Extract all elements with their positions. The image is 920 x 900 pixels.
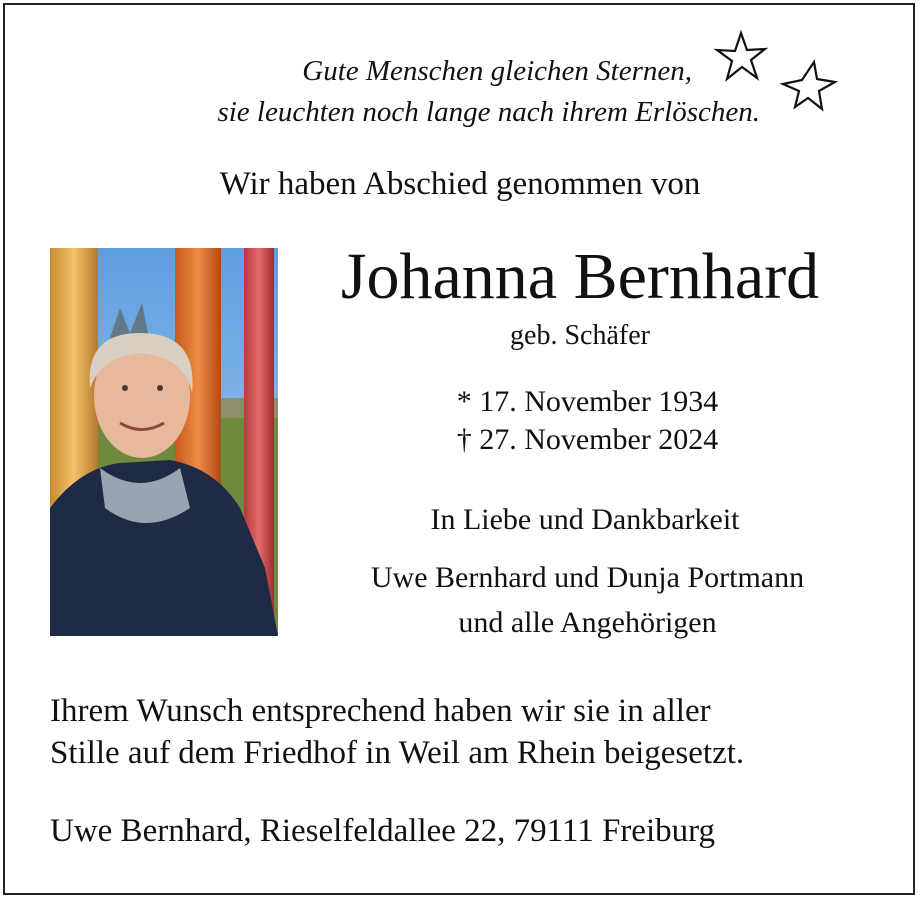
birth-date: * 17. November 1934 (456, 385, 719, 418)
family-line-2: und alle Angehörigen (458, 606, 717, 639)
burial-notice-line-1: Ihrem Wunsch entsprechend haben wir sie in aller (50, 693, 711, 729)
star-outline-icon (778, 58, 840, 116)
gratitude-line: In Liebe und Dankbarkeit (430, 503, 740, 536)
contact-address: Uwe Bernhard, Rieselfeldallee 22, 79111 Freiburg (50, 813, 716, 849)
maiden-name: geb. Schäfer (510, 320, 650, 351)
family-line-1: Uwe Bernhard und Dunja Portmann (370, 561, 805, 594)
portrait-photo (50, 248, 278, 636)
quote-line-2: sie leuchten noch lange nach ihrem Erlöschen. (217, 96, 760, 128)
star-outline-icon (706, 30, 768, 86)
deceased-name: Johanna Bernhard (340, 240, 820, 313)
intro-text: Wir haben Abschied genommen von (219, 166, 701, 202)
quote-line-1: Gute Menschen gleichen Sternen, (302, 55, 692, 87)
death-date: † 27. November 2024 (456, 423, 719, 456)
burial-notice-line-2: Stille auf dem Friedhof in Weil am Rhein beigesetzt. (50, 735, 745, 771)
